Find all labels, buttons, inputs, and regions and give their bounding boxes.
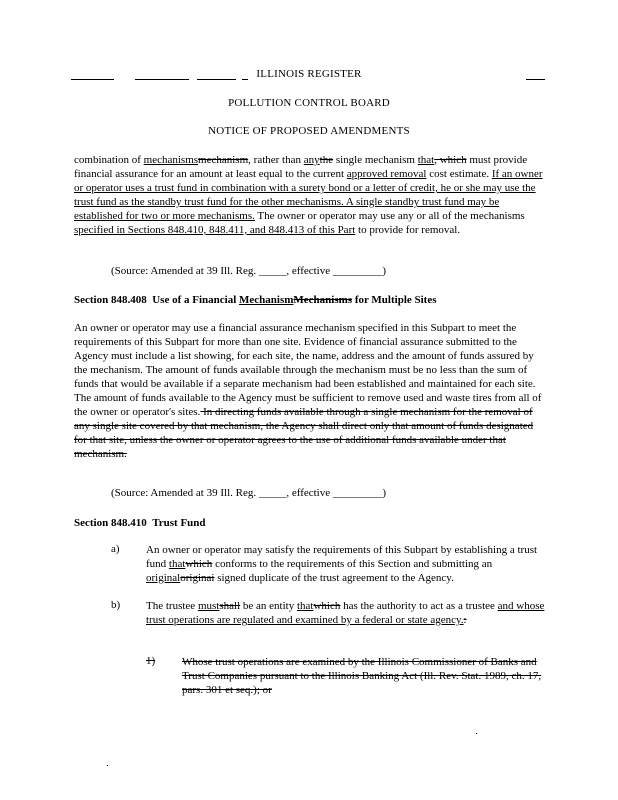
section-848-410-heading: Section 848.410 Trust Fund [74, 517, 206, 529]
source-note-2: (Source: Amended at 39 Ill. Reg. _____, effective _________) [111, 487, 387, 499]
notice-title: NOTICE OF PROPOSED AMENDMENTS [208, 125, 410, 137]
item-a-label: a) [111, 543, 120, 555]
section-848-408-body: An owner or operator may use a financial assurance mechanism specified in this Subpart to meet the requirements of this Subpart for more than one site. Evidence of financial assurance submitted to the Agency must include a list showing, for each site, the name, address and the amount of funds assured by the mechanism. The amount of funds available through the mechanism must be no less than the sum of funds that would be available if a separate mechanism had been established and maintained for each site. The amount of funds available to the Agency must be sufficient to remove used and waste tires from all of the owner or operator's sites. In directing funds available through a single mechanism for the removal of any single site covered by that mechanism, the Agency shall direct only that amount of funds designated for that site, unless the owner or operator agrees to the use of additional funds available under that mechanism. [74, 322, 542, 460]
item-b-label: b) [111, 599, 121, 611]
item-b1-text: Whose trust operations are examined by the Illinois Commissioner of Banks and Trust Companies pursuant to the Illinois Banking Act (Ill. Rev. Stat. 1989, ch. 17, pars. 301 et seq.); or [182, 656, 542, 696]
board-title: POLLUTION CONTROL BOARD [228, 97, 390, 109]
register-title: ILLINOIS REGISTER [256, 68, 362, 80]
scan-speck [476, 733, 477, 734]
item-b1-label: 1) [146, 655, 156, 667]
source-note-1: (Source: Amended at 39 Ill. Reg. _____, effective _________) [111, 265, 387, 277]
scan-speck [107, 765, 108, 766]
item-b-text: The trustee mustshall be an entity thatwhich has the authority to act as a trustee and whose trust operations are regulated and examined by a federal or state agency.: [146, 600, 545, 626]
paragraph-continuation: combination of mechanismsmechanism, rather than anythe single mechanism that, which must provide financial assurance for an amount at least equal to the current approved removal cost estimate. If an owner or operator uses a trust fund in combination with a surety bond or a letter of credit, he or she may use the trust fund as the standby trust fund for the other mechanisms. A single standby trust fund may be established for two or more mechanisms. The owner or operator may use any or all of the mechanisms specified in Sections 848.410, 848.411, and 848.413 of this Part to provide for removal. [74, 154, 543, 236]
section-848-408-heading: Section 848.408 Use of a Financial MechanismMechanisms for Multiple Sites [74, 294, 437, 306]
item-a-text: An owner or operator may satisfy the requirements of this Subpart by establishing a trust fund thatwhich conforms to the requirements of this Section and submitting an originaloriginai signed duplicate of the trust agreement to the Agency. [146, 544, 538, 584]
